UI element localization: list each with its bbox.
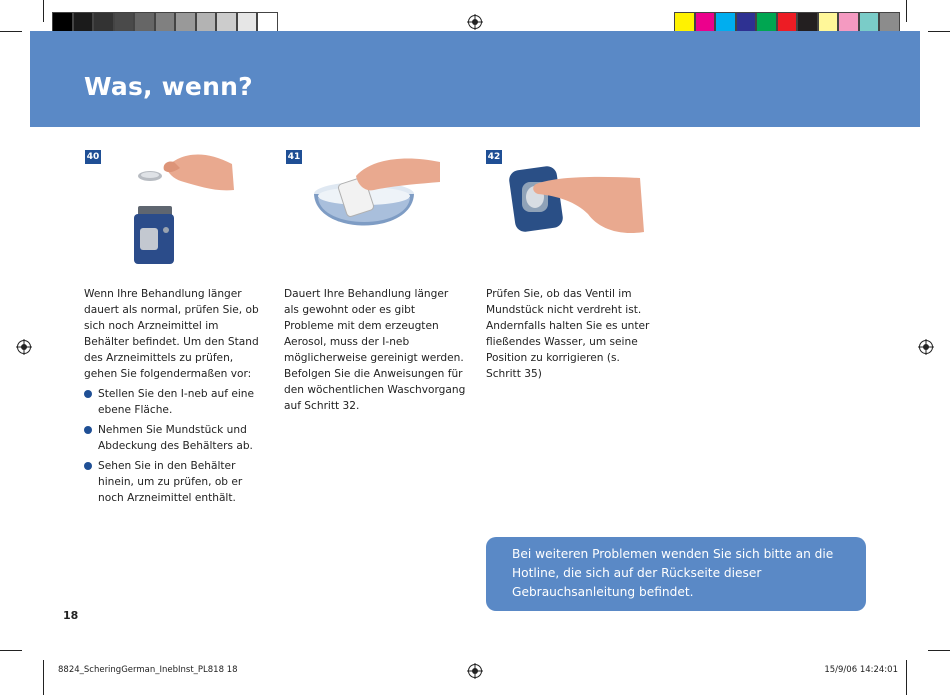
gray-swatch	[73, 12, 94, 32]
color-swatch	[859, 12, 880, 32]
gray-swatch	[134, 12, 155, 32]
gray-swatch	[196, 12, 217, 32]
hotline-note-box: Bei weiteren Problemen wenden Sie sich bitte an die Hotline, die sich auf der Rückseite dieser Gebrauchsanleitung befindet.	[486, 537, 866, 611]
step-42-text	[486, 286, 656, 382]
crop-mark-bottom-left-v	[43, 660, 44, 695]
bullet-dot-icon	[84, 462, 92, 470]
color-swatch	[797, 12, 818, 32]
step-badge-42: 42	[487, 152, 501, 162]
color-swatch	[838, 12, 859, 32]
color-swatch	[715, 12, 736, 32]
color-swatch	[695, 12, 716, 32]
registration-mark-icon	[467, 663, 483, 679]
color-swatch	[674, 12, 695, 32]
registration-mark-icon	[16, 339, 32, 355]
crop-mark-bottom-left-h	[0, 650, 22, 651]
gray-swatch	[93, 12, 114, 32]
step-40-text	[84, 286, 266, 510]
hand-washing-part-in-bowl-of-water-image	[312, 150, 442, 260]
color-calibration-bar	[674, 12, 900, 32]
bullet-dot-icon	[84, 390, 92, 398]
print-slug-right: 15/9/06 14:24:01	[824, 665, 898, 675]
crop-mark-bottom-right-h	[928, 650, 950, 651]
hand-holding-medication-chamber-over-device-image	[128, 146, 238, 266]
crop-mark-top-left-v	[43, 0, 44, 22]
gray-swatch	[155, 12, 176, 32]
gray-swatch	[175, 12, 196, 32]
step-42-paragraph: Prüfen Sie, ob das Ventil im Mundstück nicht verdreht ist. Andernfalls halten Sie es unter fließendes Wasser, um seine Position zu korrigieren (s. Schritt 35)	[486, 288, 650, 380]
list-item: Sehen Sie in den Behälter hinein, um zu prüfen, ob er noch Arzneimittel enthält.	[84, 458, 266, 506]
crop-mark-top-right-h	[928, 31, 950, 32]
gray-swatch	[216, 12, 237, 32]
color-swatch	[756, 12, 777, 32]
gray-swatch	[114, 12, 135, 32]
crop-mark-top-right-v	[906, 0, 907, 22]
page-number: 18	[63, 609, 79, 622]
list-item: Stellen Sie den I-neb auf eine ebene Fläche.	[84, 386, 266, 418]
crop-mark-top-left-h	[0, 31, 22, 32]
gray-swatch	[237, 12, 258, 32]
registration-mark-icon	[918, 339, 934, 355]
registration-mark-icon	[467, 14, 483, 30]
step-40-paragraph: Wenn Ihre Behandlung länger dauert als normal, prüfen Sie, ob sich noch Arzneimittel im Behälter befindet. Um den Stand des Arzneimittels zu prüfen, gehen Sie folgendermaßen vor:	[84, 288, 259, 380]
page-title: Was, wenn?	[84, 72, 253, 101]
step-badge-40: 40	[86, 152, 100, 162]
grayscale-calibration-bar	[52, 12, 278, 32]
gray-swatch	[52, 12, 73, 32]
step-40-bullet-list	[84, 386, 266, 506]
color-swatch	[818, 12, 839, 32]
list-item: Nehmen Sie Mundstück und Abdeckung des Behälters ab.	[84, 422, 266, 454]
step-41-text	[284, 286, 466, 414]
print-slug-left: 8824_ScheringGerman_InebInst_PL818 18	[58, 665, 238, 675]
finger-checking-mouthpiece-valve-image	[508, 162, 648, 242]
step-41-paragraph: Dauert Ihre Behandlung länger als gewohnt oder es gibt Probleme mit dem erzeugten Aerosol, muss der I-neb möglicherweise gereinigt werden. Befolgen Sie die Anweisungen für den wöchentlichen Waschvorgang auf Schritt 32.	[284, 288, 466, 412]
color-swatch	[736, 12, 757, 32]
color-swatch	[777, 12, 798, 32]
step-badge-41: 41	[287, 152, 301, 162]
crop-mark-bottom-right-v	[906, 660, 907, 695]
bullet-dot-icon	[84, 426, 92, 434]
color-swatch	[879, 12, 900, 32]
gray-swatch	[257, 12, 278, 32]
